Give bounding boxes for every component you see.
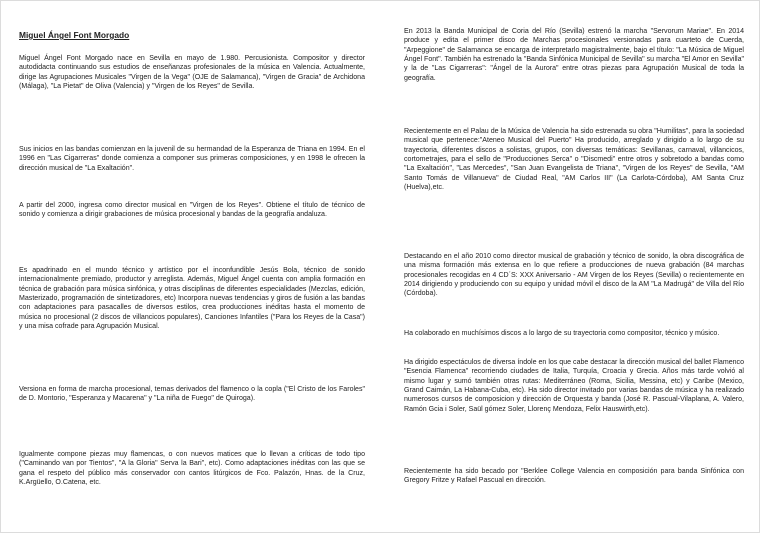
bio-paragraph-beginnings: Sus inicios en las bandas comienzan en la juvenil de su hermandad de la Esperanza de Triana en 1994. En el 1996 en "Las Cigarreras" donde comienza a componer sus primeras composiciones, y en 1998 le ofrecen la dirección musical de "La Exaltación".: [19, 146, 365, 172]
bio-paragraph-shows: Ha dirigido espectáculos de diversa índole en los que cabe destacar la dirección musical del ballet Flamenco "Esencia Flamenca" recorriendo ciudades de Italia, Turquía, Croacia y Grecia. Años más tarde volvió al mismo lugar y sumó también otras rutas: Mediterráneo (Roma, Sicilia, Messina, etc) y Caribe (Mexico, Grand Caimán, La Habana-Cuba, etc). Ha sido director invitado por varias bandas de música y ha realizado numerosos cursos de composicion y dirección de Orquesta y banda (José R. Pascual-Vilaplana, A. Valero, Ramón Gcia i Soler, Saül gómez Soler, Llorenç Mendoza, Felix Hauswirth,etc).: [404, 359, 744, 413]
bio-paragraph-director: A partir del 2000, ingresa como director musical en "Virgen de los Reyes". Obtiene el título de técnico de sonido y comienza a dirigir grabaciones de música procesional y bandas de la geografía andaluza.: [19, 202, 365, 219]
bio-paragraph-versions: Versiona en forma de marcha procesional, temas derivados del flamenco o la copla ("El Cristo de los Faroles" de D. Montorio, "Esperanza y Macarena" y "La niña de Fuego" de Quiroga).: [19, 386, 365, 403]
document-title: Miguel Ángel Font Morgado: [19, 30, 130, 40]
bio-paragraph-technical: Es apadrinado en el mundo técnico y artístico por el inconfundible Jesús Bola, técnico de sonido internacionalmente premiado, productor y arreglista. Además, Miguel Ángel cuenta con amplia formación en técnica de grabación para música sinfónica, y otras disciplinas de diferentes especialidades (Mezclas, edición, Masterizado, programación de sintetizadores, etc) Incorpora nuevas tendencias y giros de fusión a las bandas con adaptaciones para pasacalles de diversos estilos, crea producciones inéditas hasta el momento de música no procesional (2 discos de villancicos populares), Canciones Infantiles ("Para los Reyes de la Casa") y una misa cofrade para Agrupación Musical.: [19, 267, 365, 331]
bio-paragraph-collaborations: Ha colaborado en muchísimos discos a lo largo de su trayectoria como compositor, técnico y músico.: [404, 330, 720, 337]
bio-paragraph-flamenco: Igualmente compone piezas muy flamencas, o con nuevos matices que lo llevan a críticas de todo tipo ("Caminando van por Tientos", "A la Gloria" Serva la Bari", etc). Como adaptaciones inéditas con las que se gana el respeto del público más conservador con cantos litúrgicos de Fco. Palazón, Hnas. de la Cruz, K.Argüello, O.Catena, etc.: [19, 451, 365, 487]
left-column: [19, 1, 365, 532]
bio-paragraph-2013: En 2013 la Banda Municipal de Coria del Río (Sevilla) estrenó la marcha "Servorum Mariae". En 2014 produce y edita el primer disco de Marchas procesionales versionadas para cuarteto de Cuerda, "Arpeggione" de Salamanca se encarga de interpretarlo magistralmente, bajo el título: "La Música de Miguel Ángel Font". También ha estrenado la "Banda Sinfónica Municipal de Sevilla" su marcha "El Amor en Sevilla" y la de "Las Cigarreras": "Ángel de la Aurora" entre otras piezas para Agrupación Musical de toda la geografía.: [404, 28, 744, 82]
bio-paragraph-2010: Destacando en el año 2010 como director musical de grabación y técnico de sonido, la obra discográfica de una misma formación más extensa en lo que refiere a producciones de nueva grabación (84 marchas procesionales recogidas en 4 CD´S: XXX Aniversario - AM Virgen de los Reyes (Sevilla) o recientemente en 2014 dirigiendo y produciendo con su equipo y unidad móvil el disco de la AM "La Madrugá" de Villa del Río (Córdoba).: [404, 253, 744, 298]
bio-paragraph-berklee: Recientemente ha sido becado por "Berklee College Valencia en composición para banda Sinfónica con Gregory Fritze y Rafael Pascual en dirección.: [404, 468, 744, 485]
bio-paragraph-palau: Recientemente en el Palau de la Música de Valencia ha sido estrenada su obra "Humilitas", para la sociedad musical que pertenece:"Ateneo Musical del Puerto" Ha producido, arreglado y dirigido a lo largo de su trayectoria, diferentes discos a solistas, grupos, con diversas temáticas: Sevillanas, carnaval, villancicos, cortometrajes, para el sello de "Producciones Serca" o "Discmedi" entre otros y sobretodo a bandas como "La Exaltación", "Las Mercedes", "San Juan Evangelista de Triana", "Virgen de los Reyes" de Sevilla, "AM Santo Tomás de Villanueva" de Ciudad Real, "AM Carlos III" (La Carlota-Córdoba), AM Santa Cruz (Huelva),etc.: [404, 128, 744, 192]
bio-paragraph-intro: Miguel Ángel Font Morgado nace en Sevilla en mayo de 1.980. Percusionista. Compositor y director autodidacta continuando sus estudios de enseñanzas profesionales de la música en Valencia. Actualmente, dirige las Agrupaciones Musicales "Virgen de la Vega" (OJE de Salamanca), "Virgen de Gracia" de Archidona (Málaga), "La Pietat" de Oliva (Valencia) y "Virgen de los Reyes" de Sevilla.: [19, 55, 365, 91]
right-column: [404, 1, 744, 532]
